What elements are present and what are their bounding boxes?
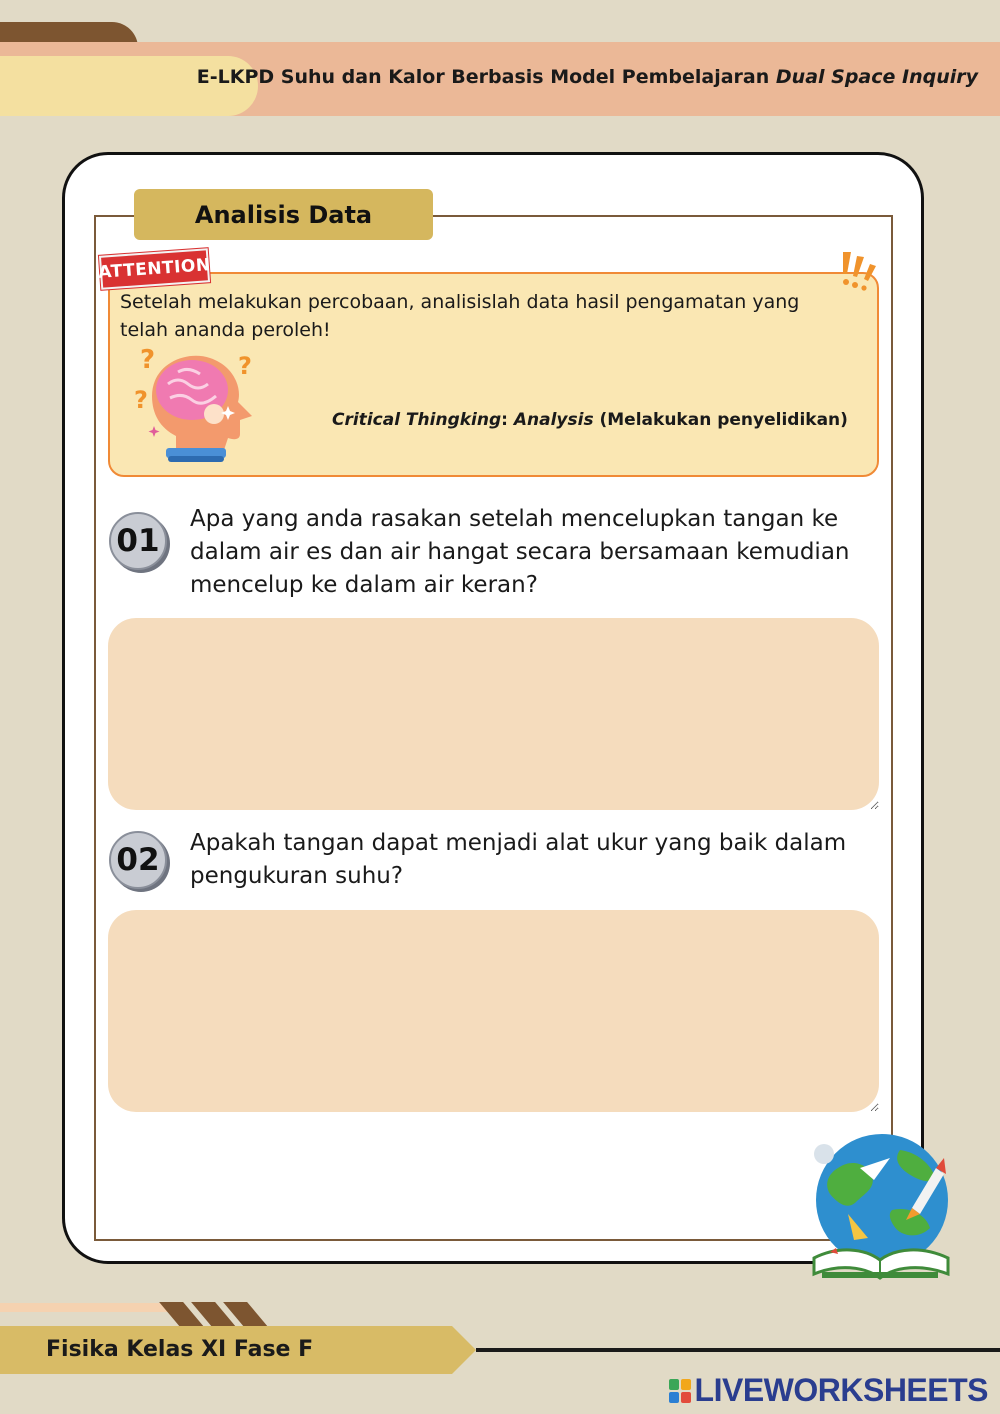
svg-text:?: ?	[238, 352, 252, 380]
liveworksheets-grid-icon	[669, 1379, 691, 1403]
ct-separator: :	[501, 410, 514, 430]
section-title: Analisis Data	[134, 189, 433, 240]
question-number-badge: 01	[109, 512, 167, 570]
answer-field-2[interactable]	[108, 910, 879, 1112]
critical-thinking-label	[332, 410, 848, 430]
thinking-head-brain-icon	[130, 340, 262, 470]
header-title-italic: Dual Space Inquiry	[775, 66, 978, 88]
header-title	[197, 66, 978, 88]
footer-rule	[476, 1348, 1000, 1352]
footer-accent-line	[0, 1303, 168, 1312]
attention-instruction: Setelah melakukan percobaan, analisislah data hasil pengamatan yang telah ananda peroleh!	[120, 291, 800, 341]
question-number-badge: 02	[109, 831, 167, 889]
ct-description: (Melakukan penyelidikan)	[593, 410, 848, 430]
answer-field-1[interactable]	[108, 618, 879, 810]
ct-skill: Analysis	[513, 410, 594, 430]
header-title-main: E-LKPD Suhu dan Kalor Berbasis Model Pembelajaran	[196, 66, 776, 88]
svg-text:?: ?	[134, 386, 148, 414]
liveworksheets-logo[interactable]	[669, 1372, 988, 1409]
question-text: Apa yang anda rasakan setelah mencelupkan tangan ke dalam air es dan air hangat secara bersamaan kemudian mencelup ke dalam air keran?	[190, 506, 850, 598]
ct-term: Critical Thingking	[332, 410, 502, 430]
liveworksheets-brand: LIVEWORKSHEETS	[694, 1372, 988, 1408]
globe-book-illustration-icon	[808, 1128, 954, 1282]
footer-label: Fisika Kelas XI Fase F	[46, 1337, 314, 1362]
attention-badge: ATTENTION	[99, 248, 210, 290]
svg-text:?: ?	[140, 345, 156, 375]
question-text: Apakah tangan dapat menjadi alat ukur yang baik dalam pengukuran suhu?	[190, 830, 847, 889]
